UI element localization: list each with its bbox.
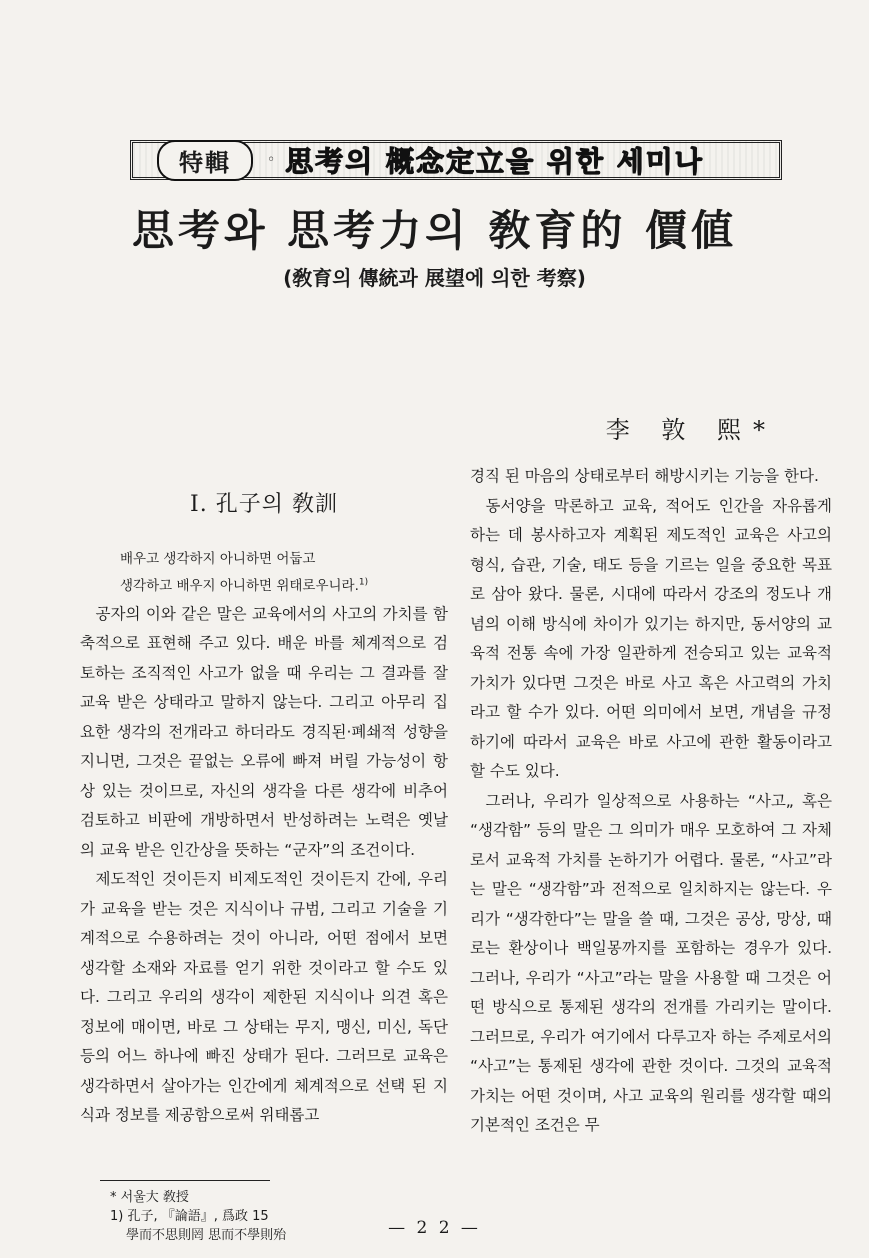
footnote-author: * 서울大 敎授 — [110, 1190, 189, 1205]
series-banner — [130, 140, 782, 180]
paragraph: 동서양을 막론하고 교육, 적어도 인간을 자유롭게 하는 데 봉사하고자 계획된 제도적인 교육은 사고의 형식, 습관, 기술, 태도 등을 기르는 일을 중요한 목표로 삼아 왔다. 물론, 시대에 따라서 강조의 정도나 개념의 이해 방식에 차이가 있기는 하지만, 동서양의 교육적 전통 속에 가장 일관하게 전승되고 있는 교육적 가치가 있다면 그것은 바로 사고 혹은 사고력의 가치라고 할 수가 있다. 어떤 의미에서 보면, 개념을 규정하기에 따라서 교육은 바로 사고에 관한 활동이라고 할 수도 있다. — [470, 496, 832, 780]
section-heading: Ⅰ. 孔子의 敎訓 — [190, 492, 338, 517]
article-title: 思考와 思考力의 敎育的 價値 — [131, 206, 737, 255]
special-issue-tag: 特輯 — [157, 140, 253, 181]
author-name: 李 敦 熙* — [605, 416, 777, 444]
paragraph: 제도적인 것이든지 비제도적인 것이든지 간에, 우리가 교육을 받는 것은 지식이나 규범, 그리고 기술을 기계적으로 수용하려는 것이 아니라, 어떤 점에서 보면 생각할 소재와 자료를 얻기 위한 것이라고 할 수도 있다. 그리고 우리의 생각이 제한된 지식이나 의견 혹은 정보에 매이면, 바로 그 상태는 무지, 맹신, 미신, 독단 등의 어느 하나에 빠진 상태가 된다. 그러므로 교육은 생각하면서 살아가는 인간에게 체계적으로 선택 된 지식과 정보를 제공함으로써 위태롭고 — [80, 870, 448, 1124]
left-column — [80, 462, 448, 1131]
footnote-divider — [100, 1180, 270, 1181]
article-subtitle: (敎育의 傳統과 展望에 의한 考察) — [283, 266, 586, 290]
epigraph-quote — [120, 546, 448, 600]
series-title: 思考의 概念定立을 위한 세미나 — [285, 145, 704, 178]
quote-line-2-text: 생각하고 배우지 아니하면 위태로우니라. — [120, 577, 359, 594]
quote-line-1: 배우고 생각하지 아니하면 어둡고 — [120, 550, 316, 567]
footnote-1: 1) 孔子, 『論語』, 爲政 15 — [110, 1209, 269, 1224]
page-number: — 2 2 — — [388, 1218, 481, 1238]
paragraph: 공자의 이와 같은 말은 교육에서의 사고의 가치를 함축적으로 표현해 주고 있다. 배운 바를 체계적으로 검토하는 조직적인 사고가 없을 때 우리는 그 결과를 잘 교육 받은 상태라고 말하지 않는다. 그리고 아무리 집요한 생각의 전개라고 하더라도 경직된·폐쇄적 성향을 지니면, 그것은 끝없는 오류에 빠져 버릴 가능성이 항상 있는 것이므로, 자신의 생각을 다른 생각에 비추어 검토하고 비판에 개방하면서 반성하려는 노력은 옛날의 교육 받은 인간상을 뜻하는 “군자”의 조건이다. — [80, 604, 448, 859]
footnote-marker: 1) — [358, 577, 369, 587]
quote-line-2 — [120, 573, 448, 600]
footnote-1-original: 學而不思則罔 思而不學則殆 — [126, 1228, 287, 1243]
paragraph: 경직 된 마음의 상태로부터 해방시키는 기능을 한다. — [470, 467, 819, 485]
right-column — [470, 462, 832, 1141]
paragraph: 그러나, 우리가 일상적으로 사용하는 “사고„ 혹은 “생각함” 등의 말은 그 의미가 매우 모호하여 그 자체로서 교육적 가치를 논하기가 어렵다. 물론, “사고”라는 말은 “생각함”과 전적으로 일치하지는 않는다. 우리가 “생각한다”는 말을 쓸 때, 그것은 공상, 망상, 때로는 환상이나 백일몽까지를 포함하는 경우가 있다. 그러나, 우리가 “사고”라는 말을 사용할 때 그것은 어떤 방식으로 통제된 생각의 전개를 가리키는 말이다. 그러므로, 우리가 여기에서 다루고자 하는 주제로서의 “사고”는 통제된 생각에 관한 것이다. 그것의 교육적 가치는 어떤 것이며, 사고 교육의 원리를 생각할 때의 기본적인 조건은 무 — [470, 791, 832, 1134]
banner-dot: ◦ — [267, 152, 276, 168]
